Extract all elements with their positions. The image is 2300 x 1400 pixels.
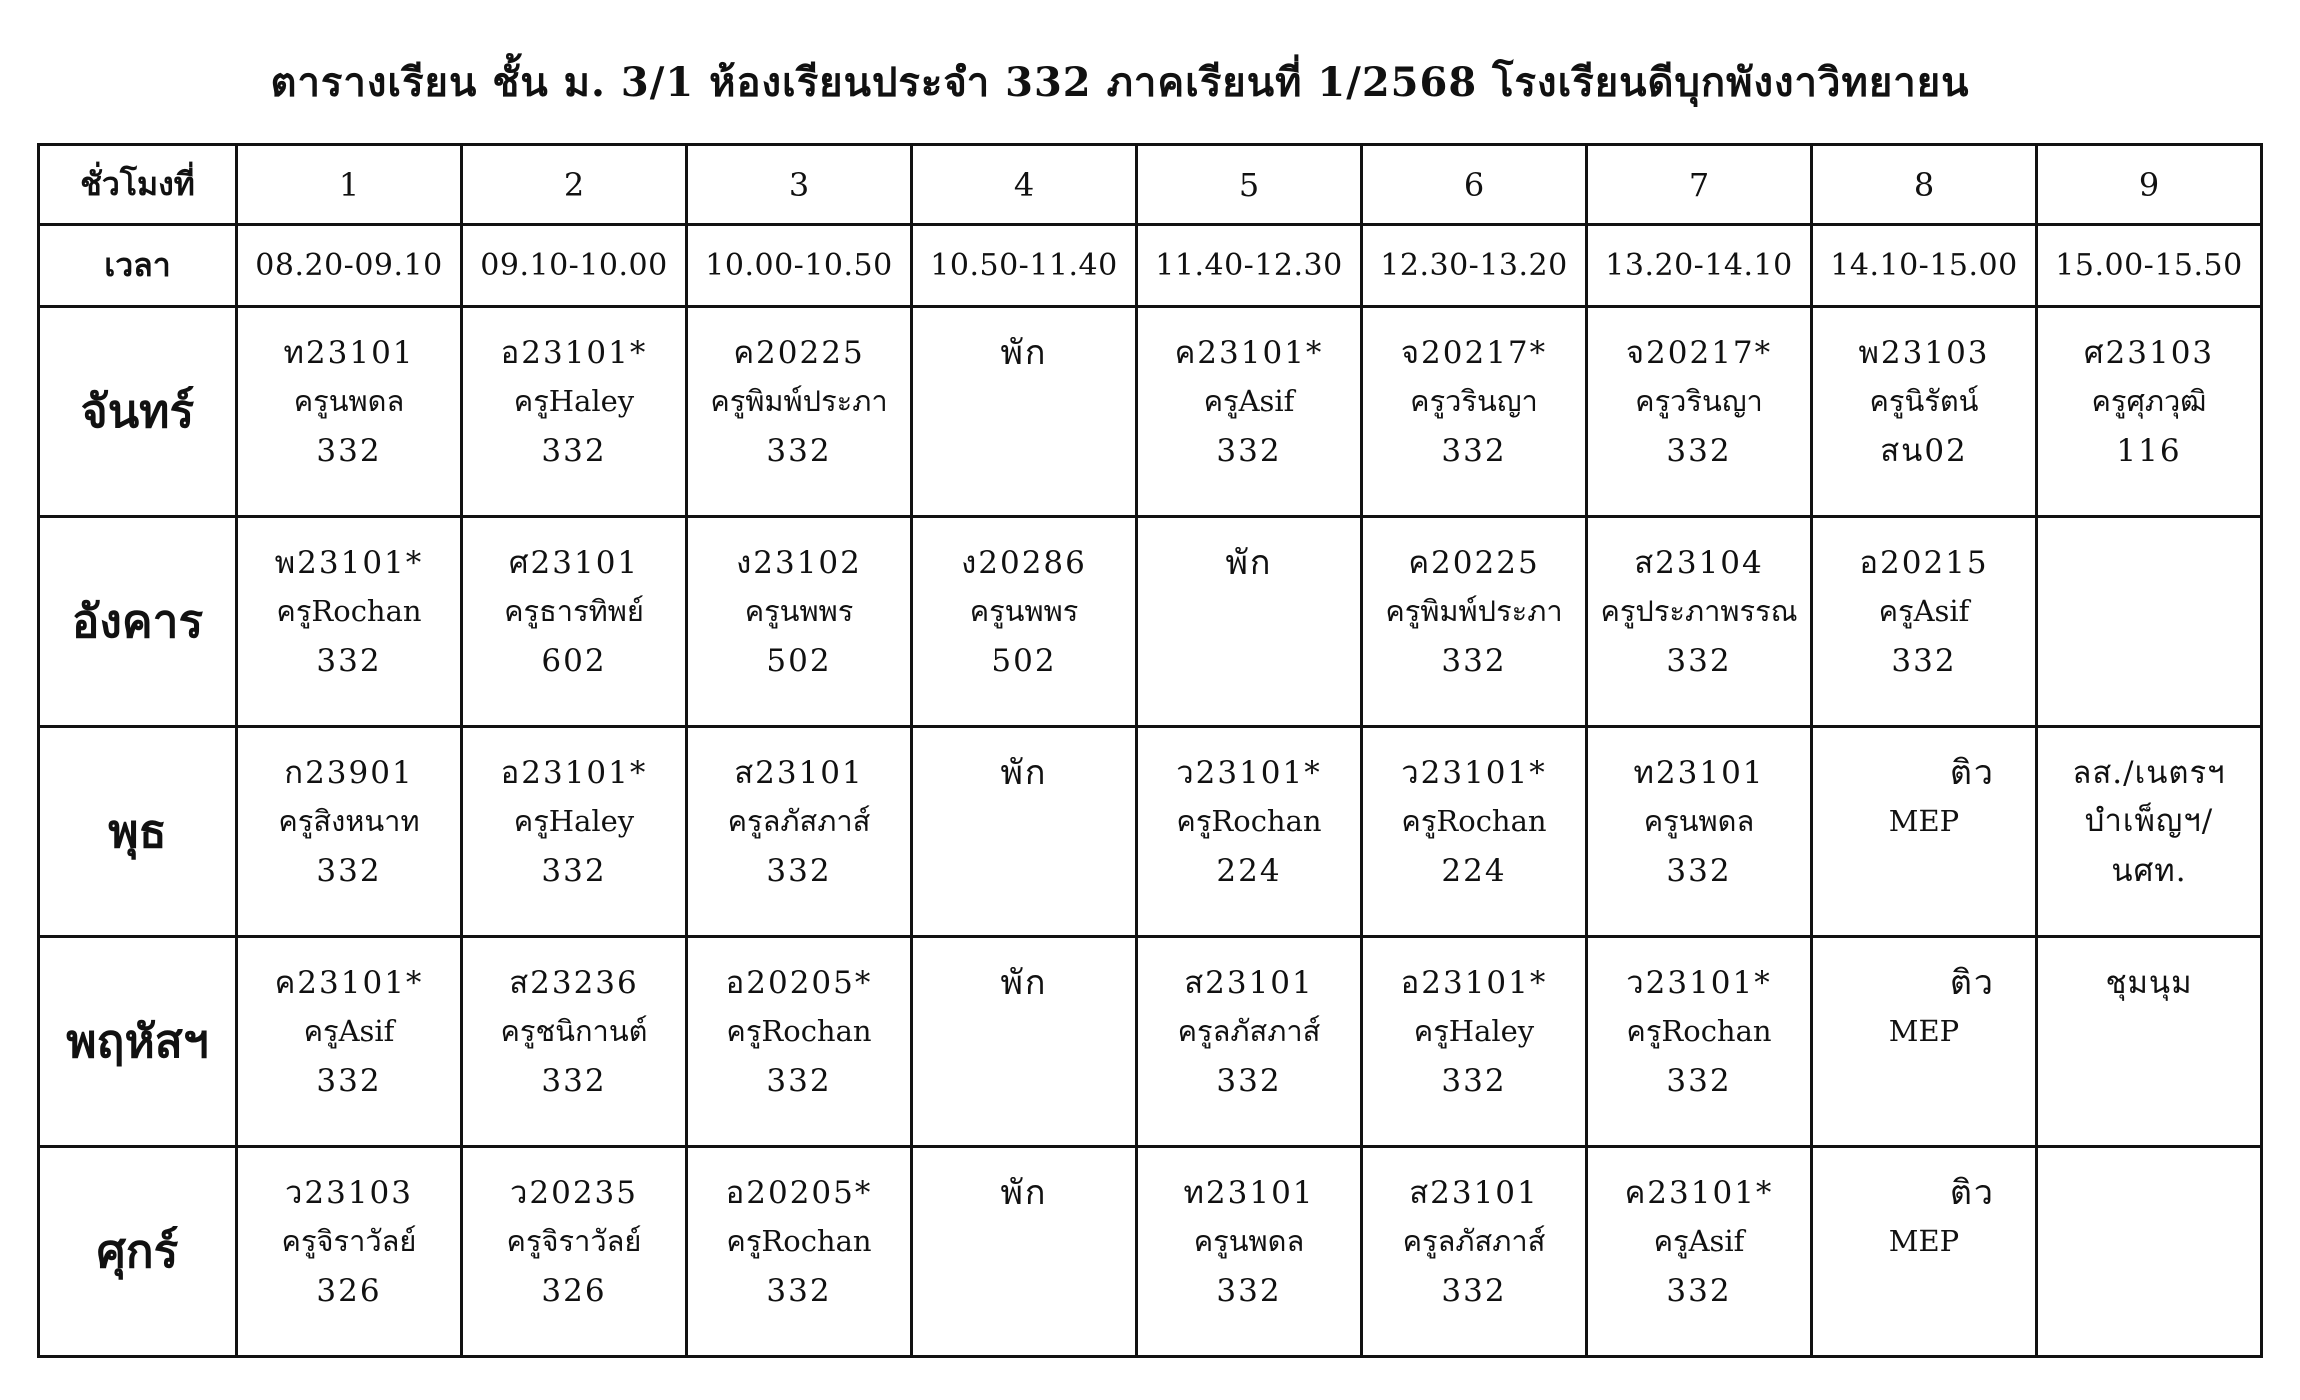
room-number: 332 bbox=[1441, 1272, 1507, 1309]
room-number: 326 bbox=[541, 1272, 607, 1309]
teacher-name: MEP bbox=[1888, 1223, 1960, 1258]
period-header-label: ชั่วโมงที่ bbox=[39, 145, 237, 225]
cell-content bbox=[1588, 940, 1810, 1144]
schedule-cell bbox=[1812, 1147, 2037, 1357]
teacher-name: ครูRochan bbox=[726, 1013, 872, 1048]
subject-code: ส23101 bbox=[1184, 964, 1314, 1001]
schedule-cell bbox=[1812, 937, 2037, 1147]
cell-content bbox=[1363, 730, 1585, 934]
teacher-name: ครูนพพร bbox=[969, 593, 1079, 628]
room-number: สน02 bbox=[1880, 432, 1968, 469]
schedule-cell bbox=[1137, 1147, 1362, 1357]
schedule-cell bbox=[912, 307, 1137, 517]
room-number: 332 bbox=[316, 432, 382, 469]
cell-content bbox=[1813, 1150, 2035, 1354]
teacher-name: ครูศุภวุฒิ bbox=[2091, 383, 2207, 418]
day-label: ศุกร์ bbox=[39, 1147, 237, 1357]
schedule-cell bbox=[912, 517, 1137, 727]
period-time: 10.50-11.40 bbox=[912, 225, 1137, 307]
teacher-name: ครูAsif bbox=[1653, 1223, 1745, 1258]
cell-content bbox=[913, 520, 1135, 724]
teacher-name: ครูนิรัตน์ bbox=[1869, 383, 1979, 418]
timetable bbox=[37, 143, 2263, 1358]
period-number: 2 bbox=[462, 145, 687, 225]
cell-content bbox=[1588, 1150, 1810, 1354]
schedule-cell bbox=[912, 1147, 1137, 1357]
day-label: พุธ bbox=[39, 727, 237, 937]
schedule-cell bbox=[1812, 307, 2037, 517]
schedule-cell bbox=[1362, 937, 1587, 1147]
cell-content bbox=[1138, 1150, 1360, 1354]
schedule-cell bbox=[2037, 1147, 2262, 1357]
subject-code: ชุมนุม bbox=[2105, 964, 2193, 1001]
room-number: 332 bbox=[1666, 852, 1732, 889]
teacher-name: ครูนพพร bbox=[744, 593, 854, 628]
period-header-row bbox=[39, 145, 2262, 225]
room-number: 502 bbox=[766, 642, 832, 679]
subject-code: อ23101* bbox=[500, 754, 648, 791]
room-number: 332 bbox=[541, 852, 607, 889]
cell-content bbox=[463, 1150, 685, 1354]
subject-code: ก23901 bbox=[284, 754, 414, 791]
cell-content bbox=[2038, 730, 2260, 934]
teacher-name: ครูRochan bbox=[276, 593, 422, 628]
schedule-cell bbox=[1137, 517, 1362, 727]
teacher-name: MEP bbox=[1888, 1013, 1960, 1048]
subject-code: ติว bbox=[1949, 1172, 1995, 1213]
teacher-name: ครูRochan bbox=[726, 1223, 872, 1258]
room-number: 332 bbox=[541, 1062, 607, 1099]
room-number: 332 bbox=[1666, 1272, 1732, 1309]
period-number: 6 bbox=[1362, 145, 1587, 225]
teacher-name: ครูสิงหนาท bbox=[278, 803, 420, 838]
period-number: 4 bbox=[912, 145, 1137, 225]
cell-content bbox=[2038, 940, 2260, 1144]
period-number: 3 bbox=[687, 145, 912, 225]
subject-code: ท23101 bbox=[283, 334, 415, 371]
period-time: 13.20-14.10 bbox=[1587, 225, 1812, 307]
room-number: 502 bbox=[991, 642, 1057, 679]
room-number: 332 bbox=[1216, 1062, 1282, 1099]
schedule-cell bbox=[462, 307, 687, 517]
subject-code: ว23101* bbox=[1401, 754, 1547, 791]
subject-code: ติว bbox=[1949, 752, 1995, 793]
subject-code: ว23101* bbox=[1626, 964, 1772, 1001]
schedule-cell bbox=[1587, 307, 1812, 517]
room-number: 332 bbox=[766, 1272, 832, 1309]
cell-content bbox=[463, 940, 685, 1144]
schedule-cell bbox=[687, 1147, 912, 1357]
subject-code: ท23101 bbox=[1633, 754, 1765, 791]
cell-content bbox=[1138, 940, 1360, 1144]
teacher-name: ครูพิมพ์ประภา bbox=[1385, 593, 1563, 628]
cell-content bbox=[1363, 520, 1585, 724]
subject-code: ง23102 bbox=[736, 544, 862, 581]
teacher-name: ครูพิมพ์ประภา bbox=[710, 383, 888, 418]
schedule-cell bbox=[687, 727, 912, 937]
period-time: 14.10-15.00 bbox=[1812, 225, 2037, 307]
teacher-name: ครูHaley bbox=[513, 803, 635, 838]
schedule-cell bbox=[1137, 727, 1362, 937]
room-number: 332 bbox=[1666, 642, 1732, 679]
schedule-cell bbox=[237, 1147, 462, 1357]
room-number: 332 bbox=[766, 852, 832, 889]
subject-code: อ23101* bbox=[1400, 964, 1548, 1001]
schedule-cell bbox=[1587, 727, 1812, 937]
schedule-cell bbox=[1137, 937, 1362, 1147]
room-number: 332 bbox=[1441, 1062, 1507, 1099]
schedule-cell bbox=[2037, 727, 2262, 937]
cell-content bbox=[1138, 520, 1360, 724]
cell-content bbox=[238, 310, 460, 514]
cell-content bbox=[238, 730, 460, 934]
teacher-name: ครูRochan bbox=[1176, 803, 1322, 838]
schedule-cell bbox=[462, 937, 687, 1147]
schedule-cell bbox=[687, 937, 912, 1147]
teacher-name: บำเพ็ญฯ/ bbox=[2084, 802, 2214, 839]
teacher-name: ครูจิราวัลย์ bbox=[281, 1223, 417, 1258]
schedule-cell bbox=[1812, 727, 2037, 937]
teacher-name: ครูชนิกานต์ bbox=[500, 1013, 648, 1048]
cell-content bbox=[463, 520, 685, 724]
schedule-cell bbox=[2037, 517, 2262, 727]
room-number: 602 bbox=[541, 642, 607, 679]
cell-content bbox=[463, 730, 685, 934]
period-number: 9 bbox=[2037, 145, 2262, 225]
schedule-cell bbox=[1362, 307, 1587, 517]
schedule-cell bbox=[687, 307, 912, 517]
teacher-name: ครูRochan bbox=[1401, 803, 1547, 838]
cell-content bbox=[1138, 310, 1360, 514]
subject-code: ติว bbox=[1949, 962, 1995, 1003]
teacher-name: ครูRochan bbox=[1626, 1013, 1772, 1048]
day-row bbox=[39, 727, 2262, 937]
subject-code: พัก bbox=[1000, 332, 1048, 373]
subject-code: ส23101 bbox=[734, 754, 864, 791]
teacher-name: ครูAsif bbox=[303, 1013, 395, 1048]
teacher-name: ครูนพดล bbox=[293, 383, 405, 418]
schedule-cell bbox=[462, 517, 687, 727]
subject-code: ง20286 bbox=[961, 544, 1087, 581]
cell-content bbox=[1138, 730, 1360, 934]
subject-code: จ20217* bbox=[1400, 334, 1548, 371]
subject-code: พัก bbox=[1000, 752, 1048, 793]
period-number: 7 bbox=[1587, 145, 1812, 225]
subject-code: ว23103 bbox=[284, 1174, 414, 1211]
subject-code: ว20235 bbox=[509, 1174, 639, 1211]
schedule-cell bbox=[1362, 1147, 1587, 1357]
cell-content bbox=[688, 730, 910, 934]
subject-code: ศ23103 bbox=[2083, 334, 2215, 371]
day-row bbox=[39, 307, 2262, 517]
period-time: 09.10-10.00 bbox=[462, 225, 687, 307]
room-number: 332 bbox=[541, 432, 607, 469]
subject-code: พ23101* bbox=[274, 544, 424, 581]
teacher-name: ครูลภัสภาส์ bbox=[1177, 1013, 1321, 1048]
room-number: นศท. bbox=[2111, 852, 2187, 889]
teacher-name: ครูAsif bbox=[1878, 593, 1970, 628]
subject-code: อ20205* bbox=[725, 1174, 873, 1211]
cell-content bbox=[913, 940, 1135, 1144]
subject-code: ศ23101 bbox=[508, 544, 640, 581]
cell-content bbox=[1363, 1150, 1585, 1354]
teacher-name: ครูวรินญา bbox=[1410, 383, 1538, 418]
teacher-name: ครูประภาพรรณ bbox=[1600, 593, 1798, 628]
teacher-name: MEP bbox=[1888, 803, 1960, 838]
cell-content bbox=[1588, 520, 1810, 724]
day-row bbox=[39, 1147, 2262, 1357]
room-number: 332 bbox=[316, 852, 382, 889]
schedule-cell bbox=[1812, 517, 2037, 727]
subject-code: ว23101* bbox=[1176, 754, 1322, 791]
page-title: ตารางเรียน ชั้น ม. 3/1 ห้องเรียนประจำ 332 ภาคเรียนที่ 1/2568 โรงเรียนดีบุกพังงาวิทยายน bbox=[270, 59, 1970, 106]
schedule-cell bbox=[1587, 937, 1812, 1147]
subject-code: ค20225 bbox=[733, 334, 865, 371]
schedule-cell bbox=[2037, 307, 2262, 517]
day-label: พฤหัสฯ bbox=[39, 937, 237, 1147]
time-header-row bbox=[39, 225, 2262, 307]
cell-content bbox=[2038, 520, 2260, 724]
cell-content bbox=[238, 940, 460, 1144]
day-label: จันทร์ bbox=[39, 307, 237, 517]
cell-content bbox=[1588, 730, 1810, 934]
schedule-cell bbox=[237, 727, 462, 937]
teacher-name: ครูจิราวัลย์ bbox=[506, 1223, 642, 1258]
subject-code: ท23101 bbox=[1183, 1174, 1315, 1211]
subject-code: อ20215 bbox=[1859, 544, 1989, 581]
room-number: 332 bbox=[1441, 642, 1507, 679]
subject-code: ส23236 bbox=[509, 964, 639, 1001]
cell-content bbox=[1813, 940, 2035, 1144]
cell-content bbox=[1363, 940, 1585, 1144]
day-row bbox=[39, 937, 2262, 1147]
room-number: 224 bbox=[1216, 852, 1282, 889]
room-number: 332 bbox=[1891, 642, 1957, 679]
teacher-name: ครูHaley bbox=[1413, 1013, 1535, 1048]
room-number: 332 bbox=[1441, 432, 1507, 469]
subject-code: จ20217* bbox=[1625, 334, 1773, 371]
teacher-name: ครูนพดล bbox=[1643, 803, 1755, 838]
time-header-label: เวลา bbox=[39, 225, 237, 307]
cell-content bbox=[688, 1150, 910, 1354]
cell-content bbox=[688, 940, 910, 1144]
schedule-cell bbox=[912, 937, 1137, 1147]
cell-content bbox=[2038, 310, 2260, 514]
schedule-cell bbox=[237, 307, 462, 517]
cell-content bbox=[1813, 730, 2035, 934]
cell-content bbox=[913, 310, 1135, 514]
period-time: 11.40-12.30 bbox=[1137, 225, 1362, 307]
subject-code: ค20225 bbox=[1408, 544, 1540, 581]
cell-content bbox=[238, 1150, 460, 1354]
schedule-cell bbox=[687, 517, 912, 727]
room-number: 332 bbox=[316, 1062, 382, 1099]
subject-code: อ20205* bbox=[725, 964, 873, 1001]
period-time: 15.00-15.50 bbox=[2037, 225, 2262, 307]
day-label: อังคาร bbox=[39, 517, 237, 727]
teacher-name: ครูลภัสภาส์ bbox=[1402, 1223, 1546, 1258]
teacher-name: ครูธารทิพย์ bbox=[504, 593, 644, 628]
cell-content bbox=[688, 310, 910, 514]
room-number: 332 bbox=[1216, 432, 1282, 469]
teacher-name: ครูAsif bbox=[1203, 383, 1295, 418]
room-number: 332 bbox=[766, 1062, 832, 1099]
schedule-cell bbox=[2037, 937, 2262, 1147]
teacher-name: ครูวรินญา bbox=[1635, 383, 1763, 418]
schedule-cell bbox=[1587, 517, 1812, 727]
period-time: 10.00-10.50 bbox=[687, 225, 912, 307]
period-number: 1 bbox=[237, 145, 462, 225]
period-time: 12.30-13.20 bbox=[1362, 225, 1587, 307]
subject-code: พัก bbox=[1000, 962, 1048, 1003]
period-number: 8 bbox=[1812, 145, 2037, 225]
schedule-cell bbox=[912, 727, 1137, 937]
subject-code: พ23103 bbox=[1858, 334, 1990, 371]
cell-content bbox=[463, 310, 685, 514]
cell-content bbox=[913, 1150, 1135, 1354]
day-row bbox=[39, 517, 2262, 727]
room-number: 332 bbox=[1666, 1062, 1732, 1099]
room-number: 224 bbox=[1441, 852, 1507, 889]
room-number: 116 bbox=[2116, 432, 2182, 469]
room-number: 332 bbox=[766, 432, 832, 469]
cell-content bbox=[1813, 310, 2035, 514]
subject-code: ส23104 bbox=[1634, 544, 1764, 581]
subject-code: ค23101* bbox=[274, 964, 424, 1001]
cell-content bbox=[1588, 310, 1810, 514]
schedule-cell bbox=[1137, 307, 1362, 517]
schedule-cell bbox=[462, 727, 687, 937]
cell-content bbox=[1363, 310, 1585, 514]
teacher-name: ครูHaley bbox=[513, 383, 635, 418]
room-number: 332 bbox=[316, 642, 382, 679]
subject-code: ลส./เนตรฯ bbox=[2072, 754, 2226, 791]
cell-content bbox=[2038, 1150, 2260, 1354]
schedule-cell bbox=[237, 517, 462, 727]
cell-content bbox=[1813, 520, 2035, 724]
subject-code: พัก bbox=[1225, 542, 1273, 583]
subject-code: อ23101* bbox=[500, 334, 648, 371]
room-number: 332 bbox=[1666, 432, 1732, 469]
cell-content bbox=[238, 520, 460, 724]
schedule-cell bbox=[462, 1147, 687, 1357]
schedule-cell bbox=[1362, 517, 1587, 727]
period-time: 08.20-09.10 bbox=[237, 225, 462, 307]
schedule-cell bbox=[237, 937, 462, 1147]
room-number: 332 bbox=[1216, 1272, 1282, 1309]
teacher-name: ครูลภัสภาส์ bbox=[727, 803, 871, 838]
cell-content bbox=[688, 520, 910, 724]
schedule-cell bbox=[1587, 1147, 1812, 1357]
cell-content bbox=[913, 730, 1135, 934]
teacher-name: ครูนพดล bbox=[1193, 1223, 1305, 1258]
timetable-body bbox=[39, 145, 2262, 1357]
subject-code: ส23101 bbox=[1409, 1174, 1539, 1211]
period-number: 5 bbox=[1137, 145, 1362, 225]
subject-code: พัก bbox=[1000, 1172, 1048, 1213]
schedule-cell bbox=[1362, 727, 1587, 937]
subject-code: ค23101* bbox=[1174, 334, 1324, 371]
subject-code: ค23101* bbox=[1624, 1174, 1774, 1211]
room-number: 326 bbox=[316, 1272, 382, 1309]
